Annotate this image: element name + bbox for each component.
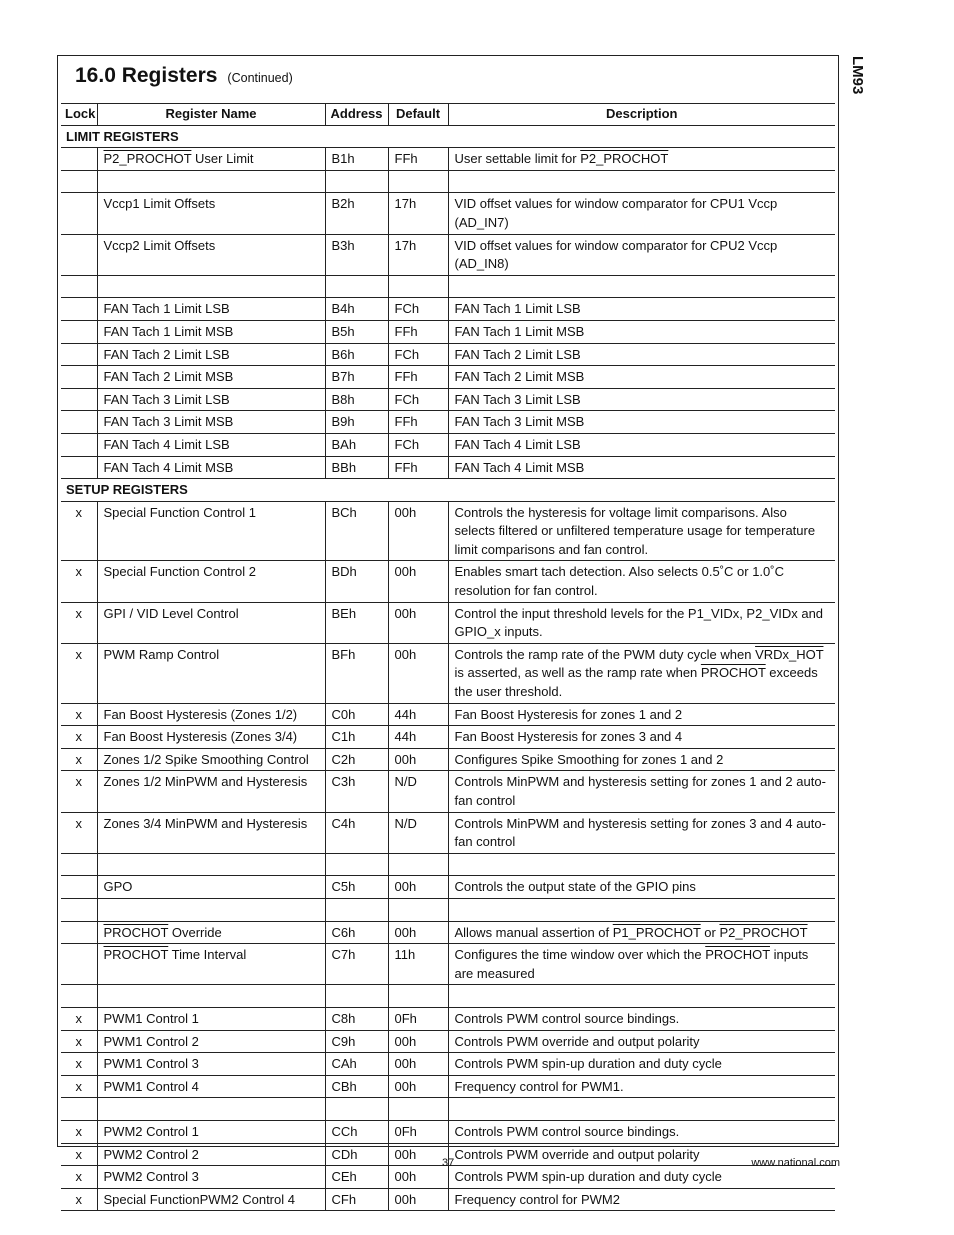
- lock-cell: [61, 921, 97, 944]
- empty-cell: [448, 170, 835, 193]
- table-row: [61, 726, 835, 749]
- description-cell: FAN Tach 1 Limit LSB: [448, 298, 835, 321]
- table-row: [61, 812, 835, 853]
- register-name-cell: FAN Tach 3 Limit MSB: [97, 411, 325, 434]
- lock-cell: [61, 456, 97, 479]
- register-name-cell: FAN Tach 2 Limit MSB: [97, 366, 325, 389]
- blank-row: [61, 985, 835, 1008]
- empty-cell: [448, 898, 835, 921]
- register-name-cell: Special Function Control 1: [97, 501, 325, 561]
- address-cell: B2h: [325, 193, 388, 234]
- lock-cell: [61, 298, 97, 321]
- register-name-cell: PWM1 Control 2: [97, 1030, 325, 1053]
- empty-cell: [97, 898, 325, 921]
- address-cell: CFh: [325, 1188, 388, 1211]
- lock-cell: [61, 148, 97, 171]
- address-cell: B4h: [325, 298, 388, 321]
- blank-row: [61, 1098, 835, 1121]
- table-row: [61, 748, 835, 771]
- table-row: [61, 193, 835, 234]
- description-cell: Controls PWM spin-up duration and duty cycle: [448, 1166, 835, 1189]
- table-row: [61, 234, 835, 275]
- lock-cell: [61, 343, 97, 366]
- overlined-signal: P1_PROCHOT: [612, 924, 701, 940]
- empty-cell: [325, 1098, 388, 1121]
- address-cell: B6h: [325, 343, 388, 366]
- address-cell: CEh: [325, 1166, 388, 1189]
- empty-cell: [448, 985, 835, 1008]
- empty-cell: [325, 985, 388, 1008]
- description-cell: [448, 148, 835, 171]
- table-row: [61, 456, 835, 479]
- address-cell: B5h: [325, 320, 388, 343]
- empty-cell: [325, 853, 388, 876]
- address-cell: C2h: [325, 748, 388, 771]
- register-name-cell: [97, 148, 325, 171]
- website: www.national.com: [751, 1157, 840, 1169]
- lock-cell: x: [61, 643, 97, 703]
- col-address: Address: [325, 104, 388, 126]
- empty-cell: [61, 1098, 97, 1121]
- description-cell: VID offset values for window comparator for CPU1 Vccp (AD_IN7): [448, 193, 835, 234]
- empty-cell: [448, 1098, 835, 1121]
- default-cell: 0Fh: [388, 1007, 448, 1030]
- table-row: [61, 298, 835, 321]
- empty-cell: [325, 275, 388, 298]
- description-cell: FAN Tach 3 Limit MSB: [448, 411, 835, 434]
- table-row: [61, 944, 835, 985]
- default-cell: 00h: [388, 1075, 448, 1098]
- table-row: [61, 771, 835, 812]
- text-segment: Override: [168, 924, 222, 940]
- register-name-cell: Vccp2 Limit Offsets: [97, 234, 325, 275]
- empty-cell: [61, 985, 97, 1008]
- empty-cell: [61, 898, 97, 921]
- lock-cell: x: [61, 602, 97, 643]
- register-name-cell: Special FunctionPWM2 Control 4: [97, 1188, 325, 1211]
- lock-cell: x: [61, 1030, 97, 1053]
- address-cell: C7h: [325, 944, 388, 985]
- text-segment: inputs are measured: [454, 947, 809, 981]
- default-cell: 00h: [388, 1188, 448, 1211]
- table-row: [61, 433, 835, 456]
- description-cell: [448, 921, 835, 944]
- default-cell: 00h: [388, 876, 448, 899]
- lock-cell: x: [61, 561, 97, 602]
- register-name-cell: [97, 921, 325, 944]
- description-cell: Controls MinPWM and hysteresis setting for zones 1 and 2 auto-fan control: [448, 771, 835, 812]
- description-cell: FAN Tach 2 Limit MSB: [448, 366, 835, 389]
- text-segment: is asserted, as well as the ramp rate when: [454, 665, 701, 681]
- table-row: [61, 1030, 835, 1053]
- table-row: [61, 501, 835, 561]
- empty-cell: [97, 1098, 325, 1121]
- blank-row: [61, 898, 835, 921]
- text-segment: User settable limit for: [454, 151, 581, 167]
- description-cell: FAN Tach 1 Limit MSB: [448, 320, 835, 343]
- default-cell: FCh: [388, 433, 448, 456]
- col-register-name: Register Name: [97, 104, 325, 126]
- default-cell: 00h: [388, 602, 448, 643]
- address-cell: BBh: [325, 456, 388, 479]
- default-cell: FFh: [388, 456, 448, 479]
- description-cell: FAN Tach 2 Limit LSB: [448, 343, 835, 366]
- lock-cell: x: [61, 1120, 97, 1143]
- lock-cell: x: [61, 1007, 97, 1030]
- register-name-cell: FAN Tach 1 Limit MSB: [97, 320, 325, 343]
- lock-cell: [61, 411, 97, 434]
- register-name-cell: PWM2 Control 1: [97, 1120, 325, 1143]
- col-lock: Lock: [61, 104, 97, 126]
- empty-cell: [448, 275, 835, 298]
- table-row: [61, 561, 835, 602]
- default-cell: 00h: [388, 561, 448, 602]
- description-cell: FAN Tach 4 Limit MSB: [448, 456, 835, 479]
- side-label: LM93: [849, 56, 866, 95]
- empty-cell: [388, 1098, 448, 1121]
- section-heading: LIMIT REGISTERS: [61, 125, 835, 148]
- description-cell: Controls PWM control source bindings.: [448, 1120, 835, 1143]
- text-segment: Time Interval: [168, 947, 247, 963]
- address-cell: C6h: [325, 921, 388, 944]
- lock-cell: x: [61, 1166, 97, 1189]
- description-cell: Controls PWM spin-up duration and duty cycle: [448, 1053, 835, 1076]
- empty-cell: [388, 853, 448, 876]
- empty-cell: [448, 853, 835, 876]
- register-name-cell: GPI / VID Level Control: [97, 602, 325, 643]
- empty-cell: [97, 275, 325, 298]
- table-row: [61, 876, 835, 899]
- default-cell: 00h: [388, 643, 448, 703]
- default-cell: 00h: [388, 1053, 448, 1076]
- default-cell: 00h: [388, 921, 448, 944]
- address-cell: CAh: [325, 1053, 388, 1076]
- blank-row: [61, 170, 835, 193]
- table-row: [61, 921, 835, 944]
- default-cell: FCh: [388, 298, 448, 321]
- empty-cell: [61, 275, 97, 298]
- lock-cell: x: [61, 1075, 97, 1098]
- description-cell: FAN Tach 3 Limit LSB: [448, 388, 835, 411]
- section-row: [61, 479, 835, 502]
- default-cell: FCh: [388, 343, 448, 366]
- overlined-signal: P2_PROCHOT: [719, 924, 808, 940]
- description-cell: FAN Tach 4 Limit LSB: [448, 433, 835, 456]
- description-cell: Controls MinPWM and hysteresis setting for zones 3 and 4 auto-fan control: [448, 812, 835, 853]
- empty-cell: [388, 985, 448, 1008]
- register-name-cell: FAN Tach 4 Limit LSB: [97, 433, 325, 456]
- empty-cell: [325, 898, 388, 921]
- register-name-cell: [97, 944, 325, 985]
- register-name-cell: FAN Tach 3 Limit LSB: [97, 388, 325, 411]
- lock-cell: [61, 944, 97, 985]
- table-row: [61, 1007, 835, 1030]
- empty-cell: [388, 275, 448, 298]
- default-cell: 00h: [388, 748, 448, 771]
- description-cell: Configures Spike Smoothing for zones 1 and 2: [448, 748, 835, 771]
- table-body: [61, 125, 835, 1211]
- default-cell: 44h: [388, 726, 448, 749]
- table-row: [61, 703, 835, 726]
- lock-cell: [61, 234, 97, 275]
- table-row: [61, 602, 835, 643]
- address-cell: B1h: [325, 148, 388, 171]
- lock-cell: [61, 433, 97, 456]
- default-cell: 00h: [388, 1166, 448, 1189]
- register-name-cell: PWM Ramp Control: [97, 643, 325, 703]
- empty-cell: [388, 170, 448, 193]
- empty-cell: [97, 170, 325, 193]
- table-row: [61, 1075, 835, 1098]
- address-cell: C0h: [325, 703, 388, 726]
- text-segment: User Limit: [191, 151, 254, 167]
- table-row: [61, 1053, 835, 1076]
- table-header: [61, 104, 835, 126]
- register-name-cell: Vccp1 Limit Offsets: [97, 193, 325, 234]
- description-cell: [448, 643, 835, 703]
- text-segment: Controls the ramp rate of the PWM duty cycle when: [454, 646, 756, 662]
- empty-cell: [388, 898, 448, 921]
- address-cell: C4h: [325, 812, 388, 853]
- lock-cell: [61, 366, 97, 389]
- table-row: [61, 411, 835, 434]
- default-cell: 00h: [388, 501, 448, 561]
- empty-cell: [61, 170, 97, 193]
- lock-cell: [61, 193, 97, 234]
- description-cell: Enables smart tach detection. Also selects 0.5˚C or 1.0˚C resolution for fan control.: [448, 561, 835, 602]
- table-row: [61, 1188, 835, 1211]
- table-row: [61, 1120, 835, 1143]
- register-name-cell: Fan Boost Hysteresis (Zones 3/4): [97, 726, 325, 749]
- default-cell: 44h: [388, 703, 448, 726]
- address-cell: CBh: [325, 1075, 388, 1098]
- overlined-signal: PROCHOT: [103, 924, 169, 940]
- table-row: [61, 320, 835, 343]
- default-cell: FCh: [388, 388, 448, 411]
- register-name-cell: FAN Tach 2 Limit LSB: [97, 343, 325, 366]
- lock-cell: x: [61, 703, 97, 726]
- description-cell: Frequency control for PWM1.: [448, 1075, 835, 1098]
- address-cell: B7h: [325, 366, 388, 389]
- register-name-cell: Fan Boost Hysteresis (Zones 1/2): [97, 703, 325, 726]
- table-row: [61, 643, 835, 703]
- address-cell: B3h: [325, 234, 388, 275]
- default-cell: 0Fh: [388, 1120, 448, 1143]
- table-row: [61, 366, 835, 389]
- default-cell: N/D: [388, 771, 448, 812]
- register-name-cell: PWM1 Control 4: [97, 1075, 325, 1098]
- default-cell: 00h: [388, 1030, 448, 1053]
- col-default: Default: [388, 104, 448, 126]
- default-cell: 11h: [388, 944, 448, 985]
- section-heading: SETUP REGISTERS: [61, 479, 835, 502]
- continued-label: (Continued): [227, 71, 293, 85]
- lock-cell: x: [61, 1053, 97, 1076]
- empty-cell: [325, 170, 388, 193]
- default-cell: FFh: [388, 411, 448, 434]
- lock-cell: [61, 876, 97, 899]
- description-cell: Control the input threshold levels for the P1_VIDx, P2_VIDx and GPIO_x inputs.: [448, 602, 835, 643]
- register-name-cell: FAN Tach 1 Limit LSB: [97, 298, 325, 321]
- address-cell: BFh: [325, 643, 388, 703]
- description-cell: Controls PWM override and output polarity: [448, 1143, 835, 1166]
- default-cell: FFh: [388, 320, 448, 343]
- description-cell: Fan Boost Hysteresis for zones 1 and 2: [448, 703, 835, 726]
- default-cell: FFh: [388, 366, 448, 389]
- register-name-cell: Zones 1/2 Spike Smoothing Control: [97, 748, 325, 771]
- overlined-signal: PROCHOT: [103, 947, 169, 963]
- address-cell: BEh: [325, 602, 388, 643]
- overlined-signal: VRDx_HOT: [755, 646, 824, 662]
- overlined-signal: P2_PROCHOT: [103, 151, 192, 167]
- default-cell: 17h: [388, 234, 448, 275]
- default-cell: 17h: [388, 193, 448, 234]
- address-cell: C5h: [325, 876, 388, 899]
- address-cell: BAh: [325, 433, 388, 456]
- description-cell: Controls the hysteresis for voltage limit comparisons. Also selects filtered or unfiltered temperature usage for temperature limit comparisons and fan control.: [448, 501, 835, 561]
- text-segment: exceeds the user threshold.: [454, 665, 818, 700]
- lock-cell: x: [61, 726, 97, 749]
- overlined-signal: P2_PROCHOT: [580, 151, 669, 167]
- empty-cell: [97, 853, 325, 876]
- address-cell: BCh: [325, 501, 388, 561]
- register-table: [61, 103, 835, 1211]
- register-name-cell: Zones 3/4 MinPWM and Hysteresis: [97, 812, 325, 853]
- lock-cell: [61, 388, 97, 411]
- default-cell: N/D: [388, 812, 448, 853]
- description-cell: Controls the output state of the GPIO pins: [448, 876, 835, 899]
- lock-cell: x: [61, 771, 97, 812]
- page-number: 37: [442, 1157, 455, 1169]
- description-cell: Controls PWM control source bindings.: [448, 1007, 835, 1030]
- description-cell: VID offset values for window comparator for CPU2 Vccp (AD_IN8): [448, 234, 835, 275]
- register-name-cell: GPO: [97, 876, 325, 899]
- description-cell: Controls PWM override and output polarity: [448, 1030, 835, 1053]
- register-name-cell: PWM1 Control 3: [97, 1053, 325, 1076]
- address-cell: C1h: [325, 726, 388, 749]
- text-segment: Configures the time window over which the: [454, 947, 706, 963]
- text-segment: or: [700, 924, 720, 940]
- address-cell: CCh: [325, 1120, 388, 1143]
- address-cell: BDh: [325, 561, 388, 602]
- description-cell: [448, 944, 835, 985]
- register-name-cell: FAN Tach 4 Limit MSB: [97, 456, 325, 479]
- default-cell: 00h: [388, 1143, 448, 1166]
- col-description: Description: [448, 104, 835, 126]
- address-cell: B9h: [325, 411, 388, 434]
- table-row: [61, 148, 835, 171]
- lock-cell: x: [61, 812, 97, 853]
- blank-row: [61, 275, 835, 298]
- overlined-signal: PROCHOT: [705, 947, 770, 963]
- description-cell: Fan Boost Hysteresis for zones 3 and 4: [448, 726, 835, 749]
- address-cell: C9h: [325, 1030, 388, 1053]
- register-name-cell: Zones 1/2 MinPWM and Hysteresis: [97, 771, 325, 812]
- blank-row: [61, 853, 835, 876]
- empty-cell: [97, 985, 325, 1008]
- table-row: [61, 388, 835, 411]
- overlined-signal: PROCHOT: [700, 665, 766, 681]
- register-name-cell: Special Function Control 2: [97, 561, 325, 602]
- address-cell: B8h: [325, 388, 388, 411]
- lock-cell: [61, 320, 97, 343]
- section-row: [61, 125, 835, 148]
- register-name-cell: PWM1 Control 1: [97, 1007, 325, 1030]
- address-cell: CDh: [325, 1143, 388, 1166]
- section-title: [75, 64, 293, 88]
- lock-cell: x: [61, 748, 97, 771]
- title-text: 16.0 Registers: [75, 64, 218, 87]
- lock-cell: x: [61, 1188, 97, 1211]
- lock-cell: x: [61, 1143, 97, 1166]
- default-cell: FFh: [388, 148, 448, 171]
- address-cell: C8h: [325, 1007, 388, 1030]
- register-name-cell: PWM2 Control 3: [97, 1166, 325, 1189]
- register-name-cell: PWM2 Control 2: [97, 1143, 325, 1166]
- table-row: [61, 343, 835, 366]
- lock-cell: x: [61, 501, 97, 561]
- text-segment: Allows manual assertion of: [454, 924, 613, 940]
- empty-cell: [61, 853, 97, 876]
- address-cell: C3h: [325, 771, 388, 812]
- description-cell: Frequency control for PWM2: [448, 1188, 835, 1211]
